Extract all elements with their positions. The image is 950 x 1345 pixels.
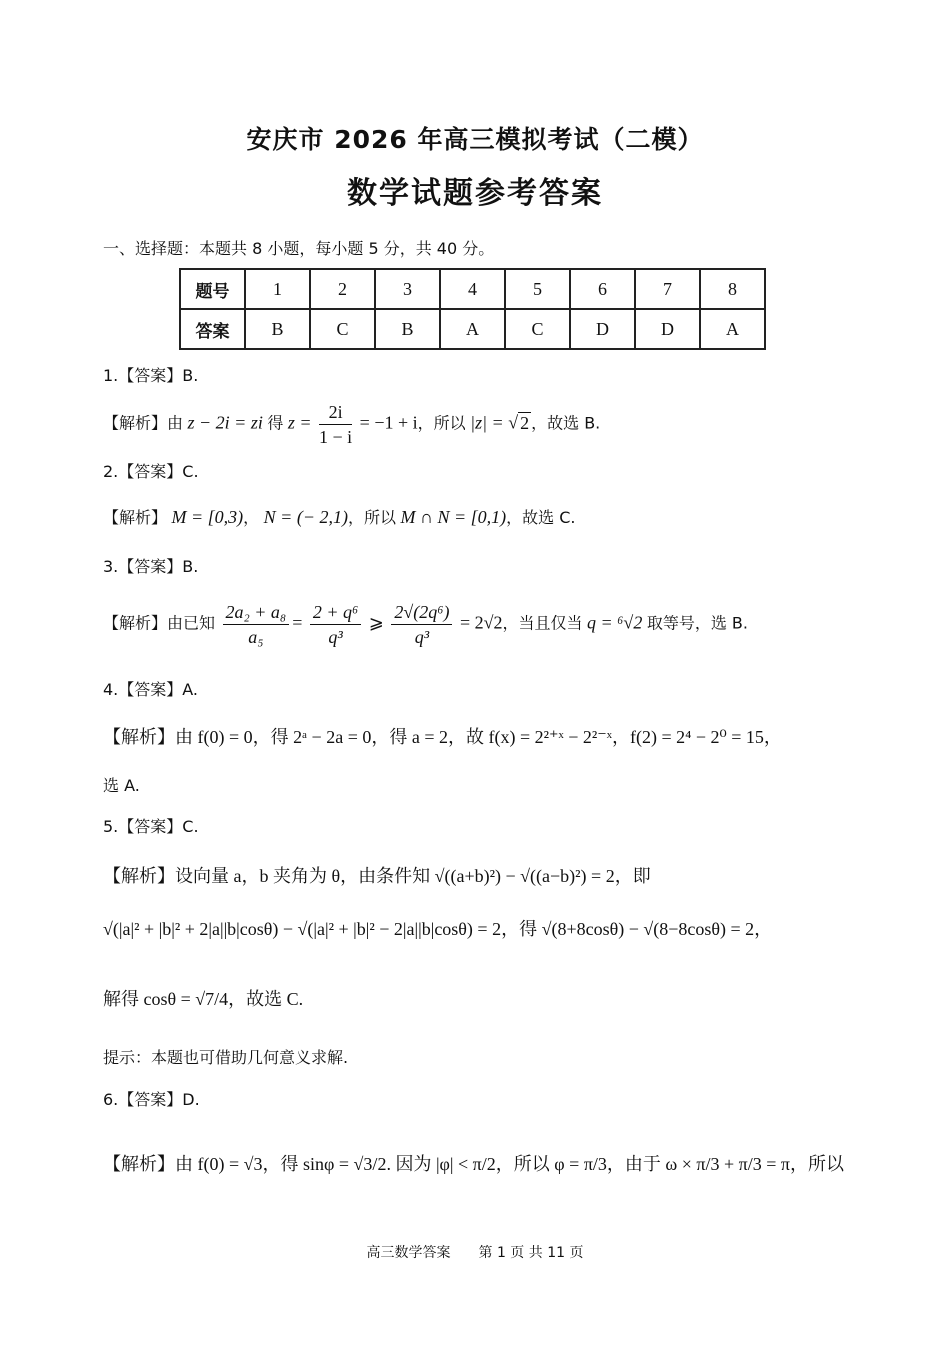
text: ，所以 (417, 413, 466, 433)
answer-line-1: 1.【答案】B. (103, 366, 199, 385)
table-cell: D (635, 309, 700, 349)
table-cell: 8 (700, 269, 765, 309)
table-cell: B (375, 309, 440, 349)
analysis-4-continuation: 选 A. (103, 776, 140, 795)
answer-line-6: 6.【答案】D. (103, 1090, 200, 1109)
text: ，所以 (347, 508, 396, 527)
text: ，当且仅当 (502, 613, 583, 633)
table-header-cell: 题号 (180, 269, 245, 309)
answer-line-4: 4.【答案】A. (103, 680, 199, 699)
denominator: a₅ (248, 627, 264, 647)
text: ，故选 B. (531, 413, 601, 433)
table-row-answers (180, 309, 765, 349)
text: 由 (167, 413, 184, 433)
equation: q = ⁶√2 (587, 612, 643, 633)
denominator: q³ (414, 627, 430, 647)
denominator: 1 − i (319, 427, 353, 447)
text: ，故选 C. (506, 508, 576, 527)
equation: N = (− 2,1) (263, 507, 348, 527)
text: 由已知 (167, 613, 216, 633)
analysis-label: 【解析】 (103, 413, 168, 433)
fraction (223, 600, 290, 649)
section-heading: 一、选择题：本题共 8 小题，每小题 5 分，共 40 分。 (103, 239, 495, 258)
document-subtitle: 数学试题参考答案 (347, 176, 603, 211)
analysis-label: 【解析】 (103, 508, 168, 527)
equation: = −1 + i (359, 412, 418, 433)
numerator: 2√(2q⁶) (391, 600, 452, 625)
table-cell: 5 (505, 269, 570, 309)
table-cell: B (245, 309, 310, 349)
hint-5: 提示：本题也可借助几何意义求解. (103, 1048, 349, 1067)
radicand: 2 (520, 412, 530, 433)
analysis-6: 【解析】由 f(0) = √3，得 sinφ = √3/2. 因为 |φ| < π/2，所以 φ = π/3，由于 ω × π/3 + π/3 = π，所以 (103, 1154, 844, 1174)
answer-line-2: 2.【答案】C. (103, 462, 199, 481)
numerator: 2i (319, 400, 352, 425)
analysis-5: 【解析】设向量 a，b 夹角为 θ，由条件知 √((a+b)²) − √((a−b)²) = 2，即 (103, 866, 651, 886)
document-title: 安庆市 2026 年高三模拟考试（二模） (246, 125, 704, 154)
table-cell: 4 (440, 269, 505, 309)
analysis-1 (103, 400, 600, 449)
table-cell: D (570, 309, 635, 349)
equation: |z| = (470, 412, 504, 433)
analysis-4: 【解析】由 f(0) = 0，得 2ᵃ − 2a = 0，得 a = 2，故 f(x) = 2²⁺ˣ − 2²⁻ˣ，f(2) = 2⁴ − 2⁰ = 15， (103, 727, 782, 747)
equation: M = [0,3) (171, 507, 244, 527)
table-cell: 1 (245, 269, 310, 309)
table-row-numbers (180, 269, 765, 309)
analysis-5-line3: 解得 cosθ = √7/4，故选 C. (103, 989, 304, 1009)
equation: = 2√2 (459, 612, 503, 633)
analysis-label: 【解析】 (103, 613, 168, 633)
equation: z − 2i = zi (187, 412, 263, 433)
analysis-5-line2: √(|a|² + |b|² + 2|a||b|cosθ) − √(|a|² + |b|² − 2|a||b|cosθ) = 2，得 √(8+8cosθ) − √(8−8cosθ) = 2， (103, 919, 773, 939)
numerator: 2a₂ + a₈ (223, 600, 290, 625)
text: 得 (267, 413, 284, 433)
answer-table (179, 268, 766, 350)
equation: M ∩ N = [0,1) (400, 507, 507, 527)
table-cell: 6 (570, 269, 635, 309)
table-cell: C (310, 309, 375, 349)
numerator: 2 + q⁶ (310, 600, 361, 625)
fraction (319, 400, 352, 449)
analysis-2 (103, 505, 576, 528)
table-cell: 7 (635, 269, 700, 309)
fraction (391, 600, 452, 649)
table-cell: 2 (310, 269, 375, 309)
sqrt-symbol: √ (508, 412, 519, 433)
equation: z = (287, 412, 312, 433)
page-footer: 高三数学答案 第 1 页 共 11 页 (366, 1245, 584, 1261)
text: ， (243, 508, 260, 527)
analysis-3: 【解析】由已知 $\frac{\text{2a₂ + a₈}}{\text{a₅}}$ = $\frac{\text{2 + q⁶}}{\text{q³}}$ ⩾ $\frac{\text{2√(2q⁶)}}{\text{q³}}$ = 2√2，当且仅当 q = ⁶√2 取等号，选 B. (103, 602, 748, 647)
table-cell: C (505, 309, 570, 349)
denominator: q³ (328, 627, 343, 647)
answer-line-3: 3.【答案】B. (103, 557, 199, 576)
text: 取等号，选 B. (646, 613, 748, 633)
fraction (310, 600, 361, 649)
table-cell: A (700, 309, 765, 349)
table-header-cell: 答案 (180, 309, 245, 349)
answer-line-5: 5.【答案】C. (103, 817, 199, 836)
table-cell: A (440, 309, 505, 349)
table-cell: 3 (375, 269, 440, 309)
geq-symbol: ⩾ (368, 612, 384, 633)
